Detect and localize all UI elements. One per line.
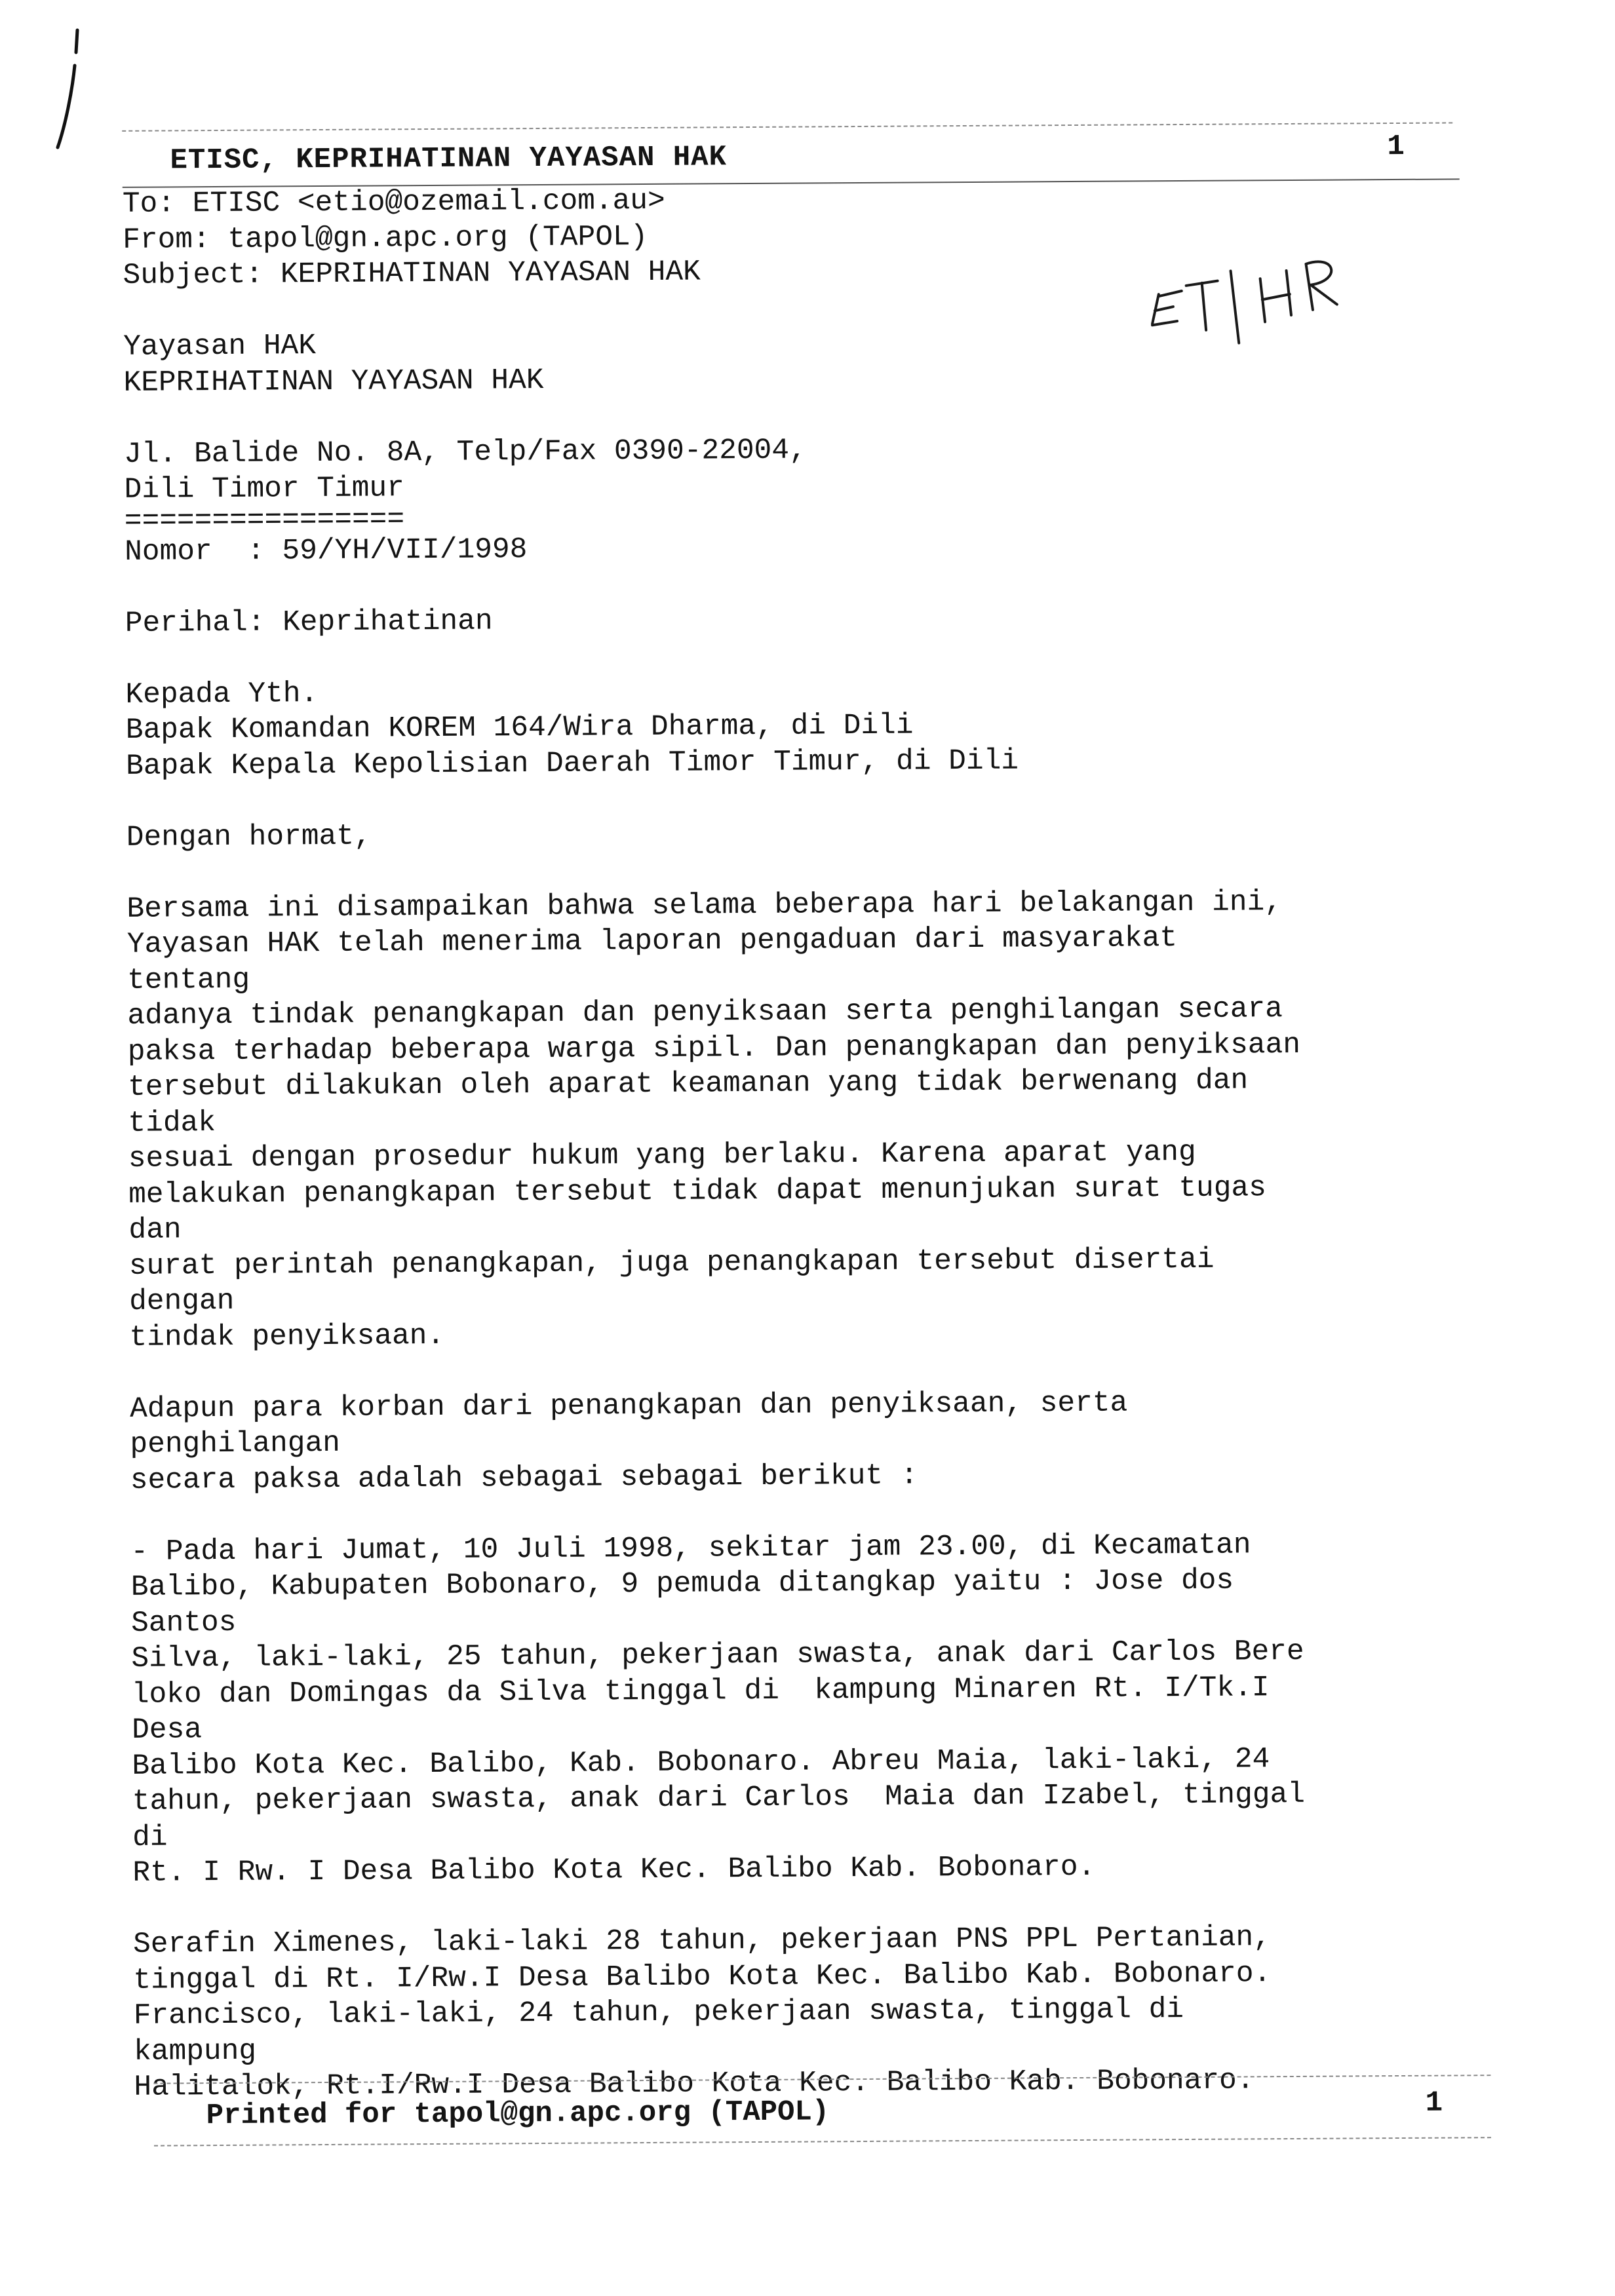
paragraph-line: penghilangan	[130, 1426, 341, 1461]
paragraph-4	[133, 1919, 1511, 2105]
letterhead-org: Yayasan HAK	[123, 330, 317, 364]
footer-bottom-rule	[154, 2137, 1491, 2146]
paragraph-line: Desa	[131, 1713, 203, 1747]
recipient-line: Bapak Komandan KOREM 164/Wira Dharma, di Dili	[125, 709, 914, 747]
paragraph-line: sesuai dengan prosedur hukum yang berlaku. Karena aparat yang	[128, 1136, 1196, 1176]
paragraph-line: Silva, laki-laki, 25 tahun, pekerjaan swasta, anak dari Carlos Bere	[131, 1635, 1304, 1675]
paragraph-line: tindak penyiksaan.	[129, 1319, 445, 1354]
footer-page-number: 1	[1425, 2086, 1443, 2120]
email-to: To: ETISC <etio@ozemail.com.au>	[122, 184, 665, 221]
letterhead-title: KEPRIHATINAN YAYASAN HAK	[123, 364, 544, 400]
email-from: From: tapol@gn.apc.org (TAPOL)	[123, 220, 648, 257]
recipients-block	[125, 669, 1502, 784]
paragraph-line: Yayasan HAK telah menerima laporan pengaduan dari masyarakat	[126, 922, 1178, 961]
paragraph-line: Balibo, Kabupaten Bobonaro, 9 pemuda ditangkap yaitu : Jose dos	[130, 1564, 1234, 1604]
paragraph-line: dengan	[128, 1284, 235, 1318]
document-body	[123, 178, 1511, 2105]
header-page-number: 1	[1387, 130, 1405, 164]
paragraph-line: surat perintah penangkapan, juga penangkapan tersebut disertai	[128, 1243, 1215, 1283]
paragraph-line: loko dan Domingas da Silva tinggal di kampung Minaren Rt. I/Tk.I	[131, 1671, 1270, 1712]
paragraph-2	[130, 1383, 1507, 1499]
footer-printed-for: Printed for tapol@gn.apc.org (TAPOL)	[206, 2095, 830, 2133]
letterhead-address-1: Jl. Balide No. 8A, Telp/Fax 0390-22004,	[124, 433, 807, 471]
paragraph-line: tidak	[128, 1106, 216, 1140]
paragraph-1	[126, 883, 1506, 1356]
paragraph-line: secara paksa adalah sebagai sebagai berikut :	[130, 1459, 918, 1497]
email-subject: Subject: KEPRIHATINAN YAYASAN HAK	[123, 256, 701, 292]
header-title: ETISC, KEPRIHATINAN YAYASAN HAK	[170, 141, 728, 178]
paragraph-line: melakukan penangkapan tersebut tidak dapat menunjukan surat tugas	[128, 1171, 1267, 1212]
letter-perihal: Perihal: Keprihatinan	[125, 604, 493, 640]
paragraph-line: Balibo Kota Kec. Balibo, Kab. Bobonaro. Abreu Maia, laki-laki, 24	[132, 1742, 1270, 1783]
letterhead-address-2: Dili Timor Timur	[124, 472, 404, 507]
paragraph-3	[130, 1525, 1509, 1891]
paragraph-line: tentang	[126, 963, 250, 997]
paragraph-line: kampung	[133, 2035, 257, 2069]
paragraph-line: Bersama ini disampaikan bahwa selama beberapa hari belakangan ini,	[126, 885, 1283, 926]
recipient-line: Kepada Yth.	[125, 677, 319, 712]
paragraph-line: tahun, pekerjaan swasta, anak dari Carlos Maia dan Izabel, tinggal	[132, 1778, 1306, 1818]
recipient-line: Bapak Kepala Kepolisian Daerah Timor Timur, di Dili	[125, 744, 1019, 783]
paragraph-line: Halitalok, Rt.I/Rw.I Desa Balibo Kota Kec. Balibo Kab. Bobonaro.	[134, 2064, 1255, 2104]
letter-nomor: Nomor : 59/YH/VII/1998	[124, 533, 528, 569]
paragraph-line: paksa terhadap beberapa warga sipil. Dan penangkapan dan penyiksaan	[127, 1028, 1301, 1069]
paragraph-line: adanya tindak penangkapan dan penyiksaan serta penghilangan secara	[127, 993, 1283, 1033]
header-top-rule	[122, 122, 1452, 131]
paragraph-line: - Pada hari Jumat, 10 Juli 1998, sekitar jam 23.00, di Kecamatan	[130, 1528, 1251, 1569]
greeting: Dengan hormat,	[126, 820, 372, 854]
paragraph-line: Serafin Ximenes, laki-laki 28 tahun, pekerjaan PNS PPL Pertanian,	[132, 1921, 1272, 1961]
paragraph-line: di	[132, 1820, 168, 1854]
letterhead-separator: ================	[124, 503, 405, 538]
paragraph-line: Rt. I Rw. I Desa Balibo Kota Kec. Balibo Kab. Bobonaro.	[132, 1850, 1096, 1890]
paragraph-line: tinggal di Rt. I/Rw.I Desa Balibo Kota Kec. Balibo Kab. Bobonaro.	[133, 1957, 1272, 1997]
paragraph-line: Adapun para korban dari penangkapan dan penyiksaan, serta	[129, 1387, 1128, 1426]
paragraph-line: dan	[128, 1214, 182, 1247]
paragraph-line: Santos	[130, 1606, 237, 1640]
paragraph-line: Francisco, laki-laki, 24 tahun, pekerjaan swasta, tinggal di	[133, 1993, 1184, 2033]
paragraph-line: tersebut dilakukan oleh aparat keamanan yang tidak berwenang dan	[127, 1064, 1249, 1104]
